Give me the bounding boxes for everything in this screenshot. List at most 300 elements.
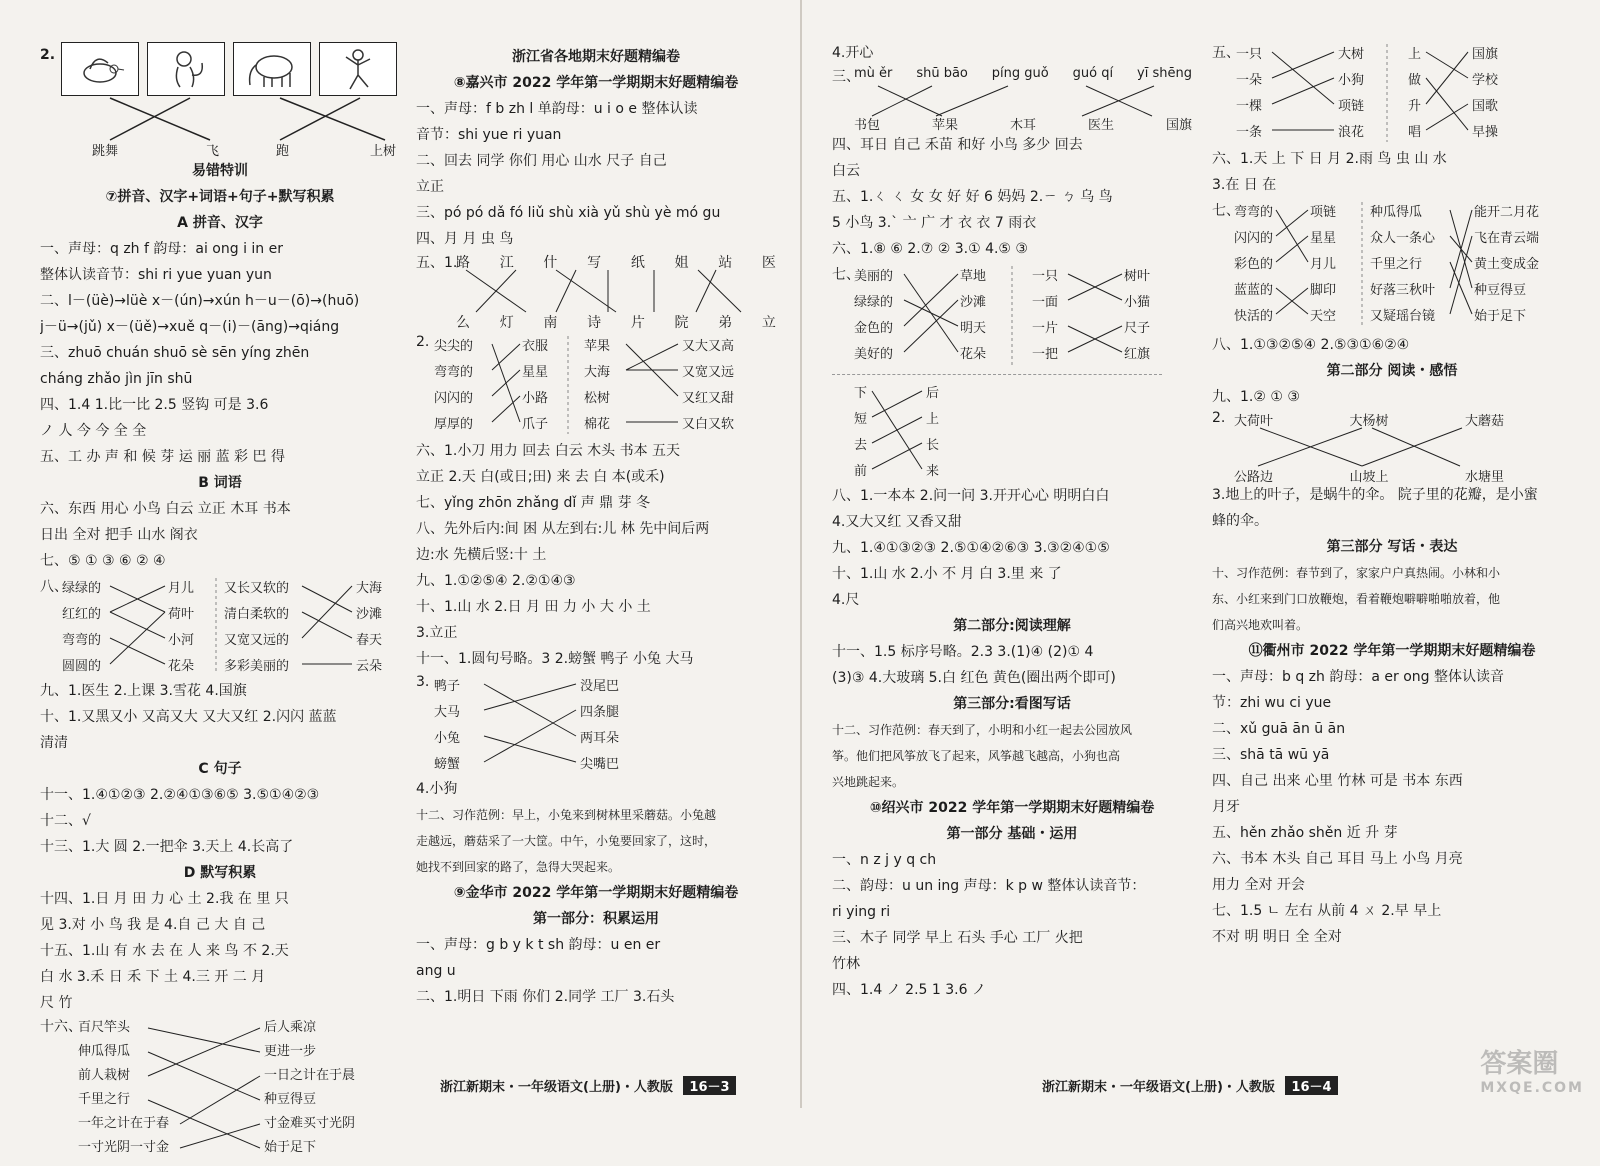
match-item: 四条腿 <box>580 705 620 720</box>
answer-line: 十五、1.山 有 水 去 在 人 来 鸟 不 2.天 <box>40 943 289 959</box>
answer-line: (3)③ 4.大玻璃 5.白 红色 黄色(圈出两个即可) <box>832 670 1116 686</box>
answer-line: 4.小狗 <box>416 781 458 797</box>
match-item: mù ěr <box>854 66 893 81</box>
q7-col-1 <box>854 264 893 368</box>
answer-line: 清清 <box>40 735 68 751</box>
match-item: 沙滩 <box>960 295 987 310</box>
answer-line: 一、声母：q zh f 韵母：ai ong i in er <box>40 241 284 257</box>
match-item: 一朵 <box>1236 73 1263 88</box>
match-item: 螃蟹 <box>434 757 461 772</box>
answer-line: 音节：shi yue ri yuan <box>416 127 562 143</box>
match-char: 写 <box>587 255 602 271</box>
match-item: 伸瓜得瓜 <box>78 1044 131 1059</box>
match-item: 红红的 <box>62 607 102 622</box>
answer-line: 八、1.一本本 2.问一问 3.开开心心 明明白白 <box>832 488 1110 504</box>
match-item: 项链 <box>1338 99 1365 114</box>
q9-label: 2. <box>1212 410 1226 426</box>
answer-line: 蜂的伞。 <box>1212 513 1268 529</box>
answer-line: 四、1.4 1.比一比 2.5 竖钩 可是 3.6 <box>40 397 269 413</box>
q9-bottom-row <box>1234 466 1504 485</box>
match-item: 弯弯的 <box>1234 205 1274 220</box>
match-item: 厚厚的 <box>434 417 474 432</box>
answer-line: 九、1.①②⑤④ 2.②①④③ <box>416 573 576 589</box>
q7r-col-3 <box>1370 200 1435 330</box>
match-item: 树叶 <box>1124 269 1151 284</box>
match-item: 多彩美丽的 <box>224 659 290 674</box>
match-item: 千里之行 <box>78 1092 131 1107</box>
q7-col-3 <box>1032 264 1058 368</box>
match-item: 做 <box>1408 73 1422 88</box>
match-item: 升 <box>1408 99 1422 114</box>
answer-line: 九、1.医生 2.上课 3.雪花 4.国旗 <box>40 683 247 699</box>
q2-match <box>40 96 400 158</box>
part-d-heading: D 默写积累 <box>183 865 257 881</box>
exam-heading-shaoxing: ⑩绍兴市 2022 学年第一学期期末好题精编卷 <box>869 800 1155 816</box>
match-item: 小路 <box>522 391 549 406</box>
q7-right-match <box>1212 198 1572 332</box>
monkey-picture <box>147 42 225 96</box>
match-item: 一片 <box>1032 321 1059 336</box>
match-item: 尖嘴巴 <box>580 757 620 772</box>
q11-left <box>434 674 460 778</box>
match-char: 么 <box>456 315 470 331</box>
match-item: 松树 <box>584 391 611 406</box>
page-footer-left <box>440 1076 736 1098</box>
match-item: 大树 <box>1338 47 1365 62</box>
match-item: 鸭子 <box>434 679 461 694</box>
match-item: 一日之计在于晨 <box>264 1068 356 1083</box>
match-item: 后人乘凉 <box>264 1020 317 1035</box>
q5-label: 五、1. <box>416 255 458 271</box>
match-item: 彩色的 <box>1234 257 1274 272</box>
match-item: 国歌 <box>1472 99 1499 114</box>
match-item: 蓝蓝的 <box>1234 283 1274 298</box>
answer-line: 东、小红来到门口放鞭炮，看着鞭炮噼噼啪啪放着，他 <box>1212 592 1501 606</box>
answer-line: 十一、1.圆句号略。3 2.螃蟹 鸭子 小兔 大马 <box>416 651 694 667</box>
answer-line: 十一、1.5 标序号略。2.3 3.(1)④ (2)① 4 <box>832 644 1094 660</box>
answer-line: 一、声母：g b y k t sh 韵母：u en er <box>416 937 661 953</box>
q8-label: 八、 <box>40 579 68 595</box>
q5b-col-3 <box>584 334 610 438</box>
q5b-match <box>416 332 776 438</box>
answer-line: 们高兴地欢叫着。 <box>1212 618 1309 632</box>
part-b-heading: B 词语 <box>198 475 242 491</box>
q11-match <box>416 672 776 776</box>
q3-bottom-row <box>854 114 1192 133</box>
answer-line: 筝。他们把风筝放飞了起来，风筝越飞越高，小狗也高 <box>832 749 1121 763</box>
answer-line: 二、回去 同学 你们 用心 山水 尺子 自己 <box>416 153 667 169</box>
match-item: píng guǒ <box>991 66 1049 81</box>
bird-picture <box>61 42 139 96</box>
match-char: 纸 <box>630 255 645 271</box>
match-char: 弟 <box>718 315 733 331</box>
match-item: 种豆得豆 <box>1474 283 1527 298</box>
footer-title: 浙江新期末・一年级语文(上册)・人教版 <box>1042 1080 1275 1095</box>
answer-line: 五、工 办 声 和 候 芽 运 丽 蓝 彩 巴 得 <box>40 449 285 465</box>
q8-right-col-2 <box>356 576 382 680</box>
page-number: 16－4 <box>1285 1076 1337 1095</box>
match-item: 闪闪的 <box>1234 231 1274 246</box>
q3-label: 三、 <box>832 69 860 85</box>
answer-line: 兴地跳起来。 <box>832 775 905 789</box>
match-item: 又疑瑶台镜 <box>1370 309 1436 324</box>
q3-top-row <box>854 66 1192 81</box>
match-item: 大蘑菇 <box>1464 414 1504 429</box>
q2-label: 2. <box>40 47 56 63</box>
match-item: 前人栽树 <box>78 1068 131 1083</box>
match-item: 种瓜得瓜 <box>1370 205 1423 220</box>
match-item: 始于足下 <box>1474 309 1527 324</box>
match-item: 月儿 <box>168 581 195 596</box>
q5r-col-1 <box>1236 42 1262 146</box>
match-item: 一条 <box>1236 125 1263 140</box>
match-char: 片 <box>630 315 645 331</box>
part-heading: 第三部分:看图写话 <box>953 696 1071 712</box>
answer-line: ang u <box>416 963 456 979</box>
watermark-url: MXQE.COM <box>1480 1080 1584 1096</box>
q7r-label: 七、 <box>1212 203 1240 219</box>
answer-line: 立正 <box>416 179 444 195</box>
match-item: 草地 <box>960 269 987 284</box>
answer-line: ri ying ri <box>832 904 891 920</box>
answer-line: 七、⑤ ① ③ ⑥ ② ④ <box>40 553 166 569</box>
match-item: 星星 <box>522 365 549 380</box>
answer-line: 八、先外后内:间 困 从左到右:儿 林 先中间后两 <box>416 521 710 537</box>
match-item: 又大又高 <box>682 339 735 354</box>
answer-line: 日出 全对 把手 山水 阁衣 <box>40 527 198 543</box>
match-item: 一只 <box>1236 47 1263 62</box>
q7r-col-4 <box>1474 200 1539 330</box>
elephant-icon <box>240 47 304 91</box>
match-item: 唱 <box>1408 125 1422 140</box>
match-item: 大海 <box>584 365 611 380</box>
answer-line: 5 小鸟 3.ˋ 亠 广 才 衣 衣 7 雨衣 <box>832 215 1037 231</box>
answer-line: 边:水 先横后竖:十 土 <box>416 547 547 563</box>
match-item: 大海 <box>356 581 383 596</box>
match-item: 来 <box>926 464 940 479</box>
picture-boxes <box>61 42 397 96</box>
dancer-icon <box>328 47 388 91</box>
answer-line: 竹林 <box>832 956 860 972</box>
divider <box>832 374 1162 375</box>
q7-col-2 <box>960 264 986 368</box>
exam-heading-quzhou: ⑪衢州市 2022 学年第一学期期末好题精编卷 <box>1248 643 1536 659</box>
q8-right-col-1 <box>168 576 194 680</box>
answer-line: 二、l－(üè)→lüè x－(ún)→xún h－u－(ō)→(huō) <box>40 293 360 309</box>
q2-word-3: 跑 <box>276 144 290 159</box>
match-item: guó qí <box>1072 66 1114 81</box>
watermark-logo <box>1480 1043 1584 1096</box>
q5r-col-3 <box>1408 42 1421 146</box>
match-item: 小狗 <box>1338 73 1365 88</box>
column-a <box>40 42 400 1166</box>
match-item: yī shēng <box>1137 66 1192 81</box>
q7b-match-lines <box>832 379 1192 483</box>
match-item: 两耳朵 <box>580 731 620 746</box>
q5-bottom-row <box>456 312 776 332</box>
dancer-picture <box>319 42 397 96</box>
match-item: 云朵 <box>356 659 383 674</box>
match-item: 飞在青云端 <box>1474 231 1540 246</box>
match-char: 院 <box>674 315 689 331</box>
match-item: 种豆得豆 <box>264 1092 317 1107</box>
q5-right-match <box>1212 40 1572 146</box>
match-item: 清白柔软的 <box>224 607 290 622</box>
match-item: 星星 <box>1310 231 1337 246</box>
answer-line: 四、自己 出来 心里 竹林 可是 书本 东西 <box>1212 773 1463 789</box>
match-item: 大马 <box>434 705 461 720</box>
answer-line: 四、月 月 虫 鸟 <box>416 231 514 247</box>
match-item: 小猫 <box>1124 295 1151 310</box>
answer-line: 十三、1.大 圆 2.一把伞 3.天上 4.长高了 <box>40 839 294 855</box>
match-item: 尖尖的 <box>434 339 474 354</box>
q7b-match <box>832 379 1192 483</box>
answer-line: 月牙 <box>1212 799 1240 815</box>
answer-line: 二、韵母：u un ing 声母：k p w 整体认读音节： <box>832 878 1146 894</box>
match-item: 书包 <box>854 118 881 133</box>
answer-line: 立正 2.天 白(或日;田) 来 去 白 本(或禾) <box>416 469 665 485</box>
match-item: 又宽又远 <box>682 365 735 380</box>
answer-line: 五、hěn zhǎo shěn 近 升 芽 <box>1212 825 1398 841</box>
match-char: 江 <box>499 255 514 271</box>
q5b-label: 2. <box>416 334 430 350</box>
answer-line: 白 水 3.禾 日 禾 下 土 4.三 开 二 月 <box>40 969 266 985</box>
answer-line: 十二、习作范例：早上，小兔来到树林里采蘑菇。小兔越 <box>416 808 717 822</box>
match-item: 春天 <box>356 633 383 648</box>
q16-left <box>78 1016 169 1160</box>
part-heading: 第三部分 写话・表达 <box>1326 539 1458 555</box>
answer-line: 整体认读音节：shi ri yue yuan yun <box>40 267 272 283</box>
answer-line: 七、yǐng zhōn zhǎng dǐ 声 鼎 芽 冬 <box>416 495 651 511</box>
match-char: 南 <box>543 315 558 331</box>
answer-line: 不对 明 明日 全 全对 <box>1212 929 1342 945</box>
answer-line: 3.在 日 在 <box>1212 177 1277 193</box>
match-item: 一只 <box>1032 269 1059 284</box>
match-item: 花朵 <box>168 659 195 674</box>
match-item: 尺子 <box>1124 321 1151 336</box>
q2-word-1: 跳舞 <box>92 144 119 159</box>
match-char: 立 <box>761 315 776 331</box>
part-c-heading: C 句子 <box>198 761 242 777</box>
monkey-icon <box>156 47 216 91</box>
answer-line: 3.地上的叶子，是蜗牛的伞。 院子里的花瓣，是小蜜 <box>1212 487 1538 503</box>
match-item: 绿绿的 <box>854 295 894 310</box>
match-item: 国旗 <box>1472 47 1499 62</box>
match-item: 又宽又远的 <box>224 633 290 648</box>
match-item: 小兔 <box>434 731 461 746</box>
answer-line: 十、1.山 水 2.日 月 田 力 小 大 小 土 <box>416 599 651 615</box>
match-item: shū bāo <box>916 66 968 81</box>
answer-line: 二、1.明日 下雨 你们 2.同学 工厂 3.石头 <box>416 989 675 1005</box>
answer-line: 六、书本 木头 自己 耳目 马上 小鸟 月亮 <box>1212 851 1463 867</box>
match-item: 一寸光阴一寸金 <box>78 1140 170 1155</box>
answer-line: 十、习作范例：春节到了，家家户户真热闹。小林和小 <box>1212 566 1501 580</box>
match-item: 后 <box>926 386 940 401</box>
part-heading: 第一部分 基础・运用 <box>946 826 1078 842</box>
q5-char-match <box>416 252 776 332</box>
match-item: 水塘里 <box>1464 470 1504 485</box>
q5r-col-2 <box>1338 42 1364 146</box>
answer-line: j－ü→(jǔ) x－(üě)→xuě q－(i)－(āng)→qiáng <box>40 319 340 335</box>
answer-line: 十一、1.④①②③ 2.②④①③⑥⑤ 3.⑤①④②③ <box>40 787 320 803</box>
part-a-heading: A 拼音、汉字 <box>177 215 263 231</box>
match-char: 诗 <box>587 315 602 331</box>
match-item: 没尾巴 <box>580 679 620 694</box>
match-item: 美丽的 <box>854 269 894 284</box>
match-item: 浪花 <box>1338 125 1365 140</box>
footer-title: 浙江新期末・一年级语文(上册)・人教版 <box>440 1080 673 1095</box>
answer-line: 十、1.山 水 2.小 不 月 白 3.里 来 了 <box>832 566 1062 582</box>
q5b-col-2 <box>522 334 548 438</box>
answer-line: 十四、1.日 月 田 力 心 土 2.我 在 里 只 <box>40 891 289 907</box>
match-item: 弯弯的 <box>62 633 102 648</box>
part-heading: 第二部分:阅读理解 <box>953 618 1071 634</box>
answer-line: 4.开心 <box>832 45 874 61</box>
q7b-right <box>926 381 939 485</box>
match-item: 月儿 <box>1310 257 1337 272</box>
answer-line: 十二、习作范例：春天到了，小明和小红一起去公园放风 <box>832 723 1133 737</box>
match-char: 路 <box>456 255 470 271</box>
match-char: 医 <box>761 255 776 271</box>
match-char: 姐 <box>674 255 689 271</box>
answer-line: 六、东西 用心 小鸟 白云 立正 木耳 书本 <box>40 501 291 517</box>
part-heading: 第一部分：积累运用 <box>533 911 659 927</box>
match-char: 灯 <box>499 315 514 331</box>
match-item: 又红又甜 <box>682 391 735 406</box>
page-number: 16－3 <box>683 1076 735 1095</box>
match-item: 百尺竿头 <box>78 1020 131 1035</box>
exam-heading-jinhua: ⑨金华市 2022 学年第一学期期末好题精编卷 <box>453 885 739 901</box>
part-a-lines <box>40 236 400 470</box>
q8-match <box>40 574 400 678</box>
answer-line: 四、耳日 自己 禾苗 和好 小鸟 多少 回去 <box>832 137 1083 153</box>
answer-line: 十二、√ <box>40 813 91 829</box>
q7-match <box>832 262 1192 370</box>
q7-col-4 <box>1124 264 1150 368</box>
match-item: 千里之行 <box>1370 257 1423 272</box>
answer-line: 见 3.对 小 鸟 我 是 4.自 己 大 自 己 <box>40 917 266 933</box>
answer-line: 七、1.5 ㄴ 左右 从前 4 ㄨ 2.早 早上 <box>1212 903 1442 919</box>
answer-line: 走越远，蘑菇采了一大筐。中午，小兔要回家了，这时， <box>416 834 717 848</box>
left-page <box>0 0 800 1155</box>
page-footer-right <box>1042 1076 1338 1098</box>
q7b-left <box>854 381 867 485</box>
answer-line: 三、pó pó dǎ fó liǔ shù xià yǔ shù yè mó gu <box>416 205 721 221</box>
answer-line: 她找不到回家的路了，急得大哭起来。 <box>416 860 621 874</box>
answer-line: 一、声母：b q zh 韵母：a er ong 整体认读音 <box>1212 669 1504 685</box>
part-heading: 第二部分 阅读・感悟 <box>1326 363 1458 379</box>
match-item: 山坡上 <box>1349 470 1389 485</box>
q8-left-col-1 <box>62 576 101 680</box>
q5r-label: 五、 <box>1212 45 1240 61</box>
match-item: 明天 <box>960 321 987 336</box>
match-item: 前 <box>854 464 868 479</box>
answer-line: 六、1.⑧ ⑥ 2.⑦ ② 3.① 4.⑤ ③ <box>832 241 1028 257</box>
answer-line: 十、1.又黑又小 又高又大 又大又红 2.闪闪 蓝蓝 <box>40 709 337 725</box>
answer-line: 六、1.小刀 用力 回去 白云 木头 书本 五天 <box>416 443 681 459</box>
match-item: 一棵 <box>1236 99 1263 114</box>
answer-line: 三、木子 同学 早上 石头 手心 工厂 火把 <box>832 930 1083 946</box>
match-item: 又白又软 <box>682 417 735 432</box>
match-item: 一年之计在于春 <box>78 1116 170 1131</box>
match-item: 绿绿的 <box>62 581 102 596</box>
answer-line: ノ 人 今 今 全 全 <box>40 423 147 439</box>
answer-line: 4.尺 <box>832 592 860 608</box>
match-item: 寸金难买寸光阴 <box>264 1116 356 1131</box>
match-item: 天空 <box>1310 309 1337 324</box>
q5b-col-4 <box>682 334 734 438</box>
answer-line: 节：zhi wu ci yue <box>1212 695 1332 711</box>
match-item: 弯弯的 <box>434 365 474 380</box>
q8-left-col-2 <box>224 576 289 680</box>
q7-label: 七、 <box>832 267 860 283</box>
match-item: 下 <box>854 386 868 401</box>
match-item: 衣服 <box>522 339 549 354</box>
match-item: 上 <box>926 412 940 427</box>
match-item: 能开二月花 <box>1474 205 1540 220</box>
match-item: 小河 <box>168 633 195 648</box>
match-item: 医生 <box>1087 118 1114 133</box>
match-item: 国旗 <box>1165 118 1192 133</box>
match-item: 快活的 <box>1234 309 1274 324</box>
answer-line: 二、xǔ guā ān ū ān <box>1212 721 1346 737</box>
match-item: 爪子 <box>522 417 549 432</box>
answer-line: 一、n z j y q ch <box>832 852 937 868</box>
q2-word-2: 飞 <box>206 144 220 159</box>
match-item: 木耳 <box>1009 118 1036 133</box>
q7r-col-2 <box>1310 200 1336 330</box>
match-item: 脚印 <box>1310 283 1337 298</box>
column-b <box>416 44 776 1010</box>
answer-line: 一、声母：f b zh l 单韵母：u i o e 整体认读 <box>416 101 698 117</box>
match-item: 更进一步 <box>264 1044 317 1059</box>
match-item: 一面 <box>1032 295 1059 310</box>
collection-heading: 浙江省各地期末好题精编卷 <box>512 49 680 65</box>
q5-top-row <box>456 252 776 272</box>
q11-right <box>580 674 619 778</box>
bird-icon <box>70 49 130 89</box>
q2-word-4: 上树 <box>370 144 397 159</box>
right-page <box>800 0 1600 1108</box>
match-item: 黄土变成金 <box>1474 257 1540 272</box>
match-item: 又长又软的 <box>224 581 290 596</box>
match-item: 美好的 <box>854 347 894 362</box>
match-item: 苹果 <box>931 118 958 133</box>
answer-line: 八、1.①③②⑤④ 2.⑤③①⑥②④ <box>1212 337 1410 353</box>
match-item: 去 <box>854 438 868 453</box>
match-item: 短 <box>854 412 868 427</box>
match-item: 学校 <box>1472 73 1499 88</box>
answer-line: 五、1.ㄑ ㄑ 女 女 好 好 6 妈妈 2.ㄧ ㄅ 乌 鸟 <box>832 189 1113 205</box>
match-item: 沙滩 <box>356 607 383 622</box>
answer-line: 九、1.④①③②③ 2.⑤①④②⑥③ 3.③②④①⑤ <box>832 540 1110 556</box>
match-item: 项链 <box>1310 205 1337 220</box>
match-item: 一把 <box>1032 347 1059 362</box>
answer-line: 4.又大又红 又香又甜 <box>832 514 962 530</box>
match-char: 站 <box>718 255 733 271</box>
match-item: 荷叶 <box>168 607 195 622</box>
answer-line: 六、1.天 上 下 日 月 2.雨 鸟 虫 山 水 <box>1212 151 1447 167</box>
q5b-col-1 <box>434 334 473 438</box>
answer-line: 白云 <box>832 163 860 179</box>
match-item: 众人一条心 <box>1370 231 1436 246</box>
exam-heading-jiaxing: ⑧嘉兴市 2022 学年第一学期期末好题精编卷 <box>453 75 739 91</box>
elephant-picture <box>233 42 311 96</box>
match-item: 圆圆的 <box>62 659 102 674</box>
q5r-col-4 <box>1472 42 1498 146</box>
answer-line: cháng zhǎo jìn jīn shū <box>40 371 193 387</box>
match-item: 长 <box>926 438 940 453</box>
